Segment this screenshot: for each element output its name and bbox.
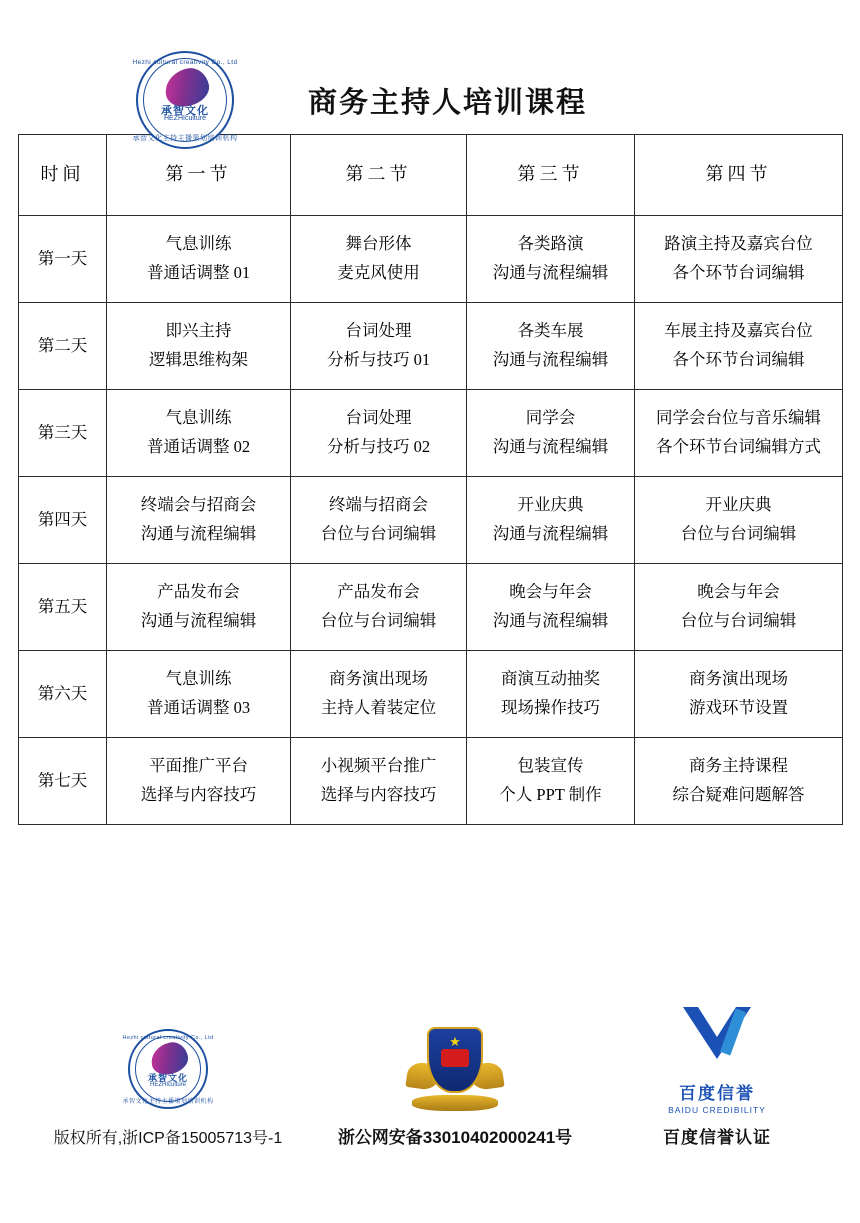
seal-arc-top-text: Hezhi cultural creativity Co., Ltd — [122, 1035, 214, 1041]
table-row — [19, 390, 843, 477]
cell-line: 逻辑思维构架 — [149, 350, 248, 369]
cell-line: 晚会与年会 — [697, 582, 780, 602]
cell-line: 开业庆典 — [517, 495, 584, 515]
cell-session-4 — [635, 651, 843, 738]
cell-line: 游戏环节设置 — [689, 698, 788, 717]
seal-company-name-en: HEZHIculture — [163, 115, 206, 123]
cell-session-3 — [467, 738, 635, 825]
cell-session-3 — [467, 390, 635, 477]
cell-line: 商务主持课程 — [689, 756, 788, 776]
cell-session-3 — [467, 216, 635, 303]
cell-line: 同学会 — [525, 408, 576, 428]
cell-line: 终端会与招商会 — [140, 495, 257, 515]
police-base — [412, 1095, 498, 1111]
table-row — [19, 216, 843, 303]
cell-line: 沟通与流程编辑 — [492, 524, 609, 543]
cell-line: 各个环节台词编辑 — [672, 263, 805, 282]
cell-session-4 — [635, 216, 843, 303]
cell-line: 产品发布会 — [337, 582, 420, 602]
cell-line: 平面推广平台 — [149, 756, 248, 776]
cell-line: 包装宣传 — [517, 756, 584, 776]
cell-line: 台位与台词编辑 — [320, 611, 437, 630]
cell-session-4 — [635, 477, 843, 564]
cell-session-4 — [635, 564, 843, 651]
table-row — [19, 303, 843, 390]
cell-line: 晚会与年会 — [509, 582, 592, 602]
baidu-v-inner — [698, 1007, 736, 1037]
cell-line: 气息训练 — [165, 408, 232, 428]
cell-line: 商务演出现场 — [689, 669, 788, 689]
cell-line: 普通话调整 01 — [146, 263, 251, 282]
cell-line: 沟通与流程编辑 — [140, 524, 257, 543]
cell-session-3 — [467, 477, 635, 564]
cell-session-1 — [107, 651, 291, 738]
cell-line: 台词处理 — [345, 408, 412, 428]
footer-police-record-block[interactable] — [320, 1023, 590, 1148]
row-time-label: 第二天 — [19, 303, 107, 390]
cell-line: 主持人着装定位 — [320, 698, 437, 717]
cell-session-4 — [635, 303, 843, 390]
cell-line: 台位与台词编辑 — [680, 611, 797, 630]
row-time-label: 第六天 — [19, 651, 107, 738]
cell-session-1 — [107, 390, 291, 477]
cell-session-2 — [291, 651, 467, 738]
cell-line: 各个环节台词编辑 — [672, 350, 805, 369]
baidu-name-cn: 百度信誉 — [679, 1084, 755, 1103]
cell-session-3 — [467, 651, 635, 738]
table-row — [19, 564, 843, 651]
cell-line: 各类路演 — [517, 234, 584, 254]
seal-arc-bottom-text: 承智文化主持主播策划培训机构 — [122, 1099, 214, 1105]
cell-line: 商演互动抽奖 — [501, 669, 600, 689]
cell-session-2 — [291, 303, 467, 390]
seal-company-name-en: HEZHIculture — [149, 1081, 186, 1088]
row-time-label: 第五天 — [19, 564, 107, 651]
cell-session-2 — [291, 738, 467, 825]
police-star-icon: ★ — [449, 1034, 461, 1049]
cell-line: 分析与技巧 02 — [326, 437, 431, 456]
cell-line: 选择与内容技巧 — [320, 785, 437, 804]
cell-line: 气息训练 — [165, 669, 232, 689]
table-row — [19, 738, 843, 825]
cell-line: 路演主持及嘉宾台位 — [664, 234, 813, 254]
cell-line: 麦克风使用 — [337, 263, 420, 282]
footer-baidu-credibility-block[interactable] — [602, 1005, 832, 1148]
baidu-v-icon — [657, 1005, 777, 1073]
cell-session-1 — [107, 564, 291, 651]
cell-line: 各类车展 — [517, 321, 584, 341]
row-time-label: 第四天 — [19, 477, 107, 564]
cell-line: 沟通与流程编辑 — [140, 611, 257, 630]
footer-company-seal-logo — [122, 1023, 214, 1115]
column-header-session-3: 第三节 — [467, 135, 635, 216]
cell-line: 各个环节台词编辑方式 — [656, 437, 821, 456]
schedule-table-container — [18, 134, 842, 825]
cell-session-1 — [107, 477, 291, 564]
cell-session-2 — [291, 477, 467, 564]
cell-line: 沟通与流程编辑 — [492, 350, 609, 369]
cell-line: 台位与台词编辑 — [680, 524, 797, 543]
column-header-session-2: 第二节 — [291, 135, 467, 216]
row-time-label: 第一天 — [19, 216, 107, 303]
document-header — [0, 0, 860, 142]
column-header-session-1: 第一节 — [107, 135, 291, 216]
seal-arc-bottom-text: 承智文化主持主播策划培训机构 — [132, 135, 238, 142]
row-time-label: 第七天 — [19, 738, 107, 825]
row-time-label: 第三天 — [19, 390, 107, 477]
cell-line: 现场操作技巧 — [501, 698, 600, 717]
footer-copyright-block — [28, 1023, 308, 1148]
cell-session-2 — [291, 390, 467, 477]
page-title: 商务主持人培训课程 — [308, 86, 588, 119]
police-emblem-red — [441, 1049, 469, 1067]
cell-line: 产品发布会 — [157, 582, 240, 602]
cell-session-2 — [291, 216, 467, 303]
cell-session-1 — [107, 216, 291, 303]
cell-line: 终端与招商会 — [329, 495, 428, 515]
cell-line: 分析与技巧 01 — [326, 350, 431, 369]
cell-line: 台词处理 — [345, 321, 412, 341]
cell-session-4 — [635, 738, 843, 825]
column-header-time: 时间 — [19, 135, 107, 216]
cell-line: 沟通与流程编辑 — [492, 611, 609, 630]
cell-session-1 — [107, 738, 291, 825]
cell-line: 气息训练 — [165, 234, 232, 254]
copyright-text: 版权所有,浙ICP备15005713号-1 — [53, 1130, 283, 1147]
seal-company-name-cn: 承智文化 — [161, 105, 209, 118]
cell-line: 综合疑难问题解答 — [672, 785, 805, 804]
cell-line: 小视频平台推广 — [320, 756, 437, 776]
baidu-name-en: BAIDU CREDIBILITY — [668, 1105, 766, 1115]
cell-session-3 — [467, 564, 635, 651]
cell-line: 沟通与流程编辑 — [492, 437, 609, 456]
cell-line: 舞台形体 — [345, 234, 412, 254]
document-footer — [0, 1005, 860, 1165]
seal-company-name-cn: 承智文化 — [147, 1072, 188, 1083]
company-seal-logo — [130, 45, 240, 155]
cell-line: 选择与内容技巧 — [140, 785, 257, 804]
police-badge-icon — [405, 1023, 505, 1115]
cell-session-4 — [635, 390, 843, 477]
baidu-caption-text: 百度信誉认证 — [663, 1128, 771, 1147]
cell-line: 商务演出现场 — [329, 669, 428, 689]
seal-arc-top-text: Hezhi cultural creativity Co., Ltd — [132, 59, 238, 66]
cell-line: 个人 PPT 制作 — [499, 785, 602, 804]
table-row — [19, 477, 843, 564]
column-header-session-4: 第四节 — [635, 135, 843, 216]
cell-session-2 — [291, 564, 467, 651]
cell-line: 开业庆典 — [705, 495, 772, 515]
cell-session-3 — [467, 303, 635, 390]
cell-line: 同学会台位与音乐编辑 — [656, 408, 821, 428]
cell-line: 普通话调整 02 — [146, 437, 251, 456]
cell-line: 即兴主持 — [165, 321, 232, 341]
cell-line: 车展主持及嘉宾台位 — [664, 321, 813, 341]
table-row — [19, 651, 843, 738]
cell-line: 普通话调整 03 — [146, 698, 251, 717]
police-record-text: 浙公网安备33010402000241号 — [337, 1128, 573, 1147]
course-schedule-table — [18, 134, 843, 825]
cell-line: 沟通与流程编辑 — [492, 263, 609, 282]
cell-line: 台位与台词编辑 — [320, 524, 437, 543]
cell-session-1 — [107, 303, 291, 390]
